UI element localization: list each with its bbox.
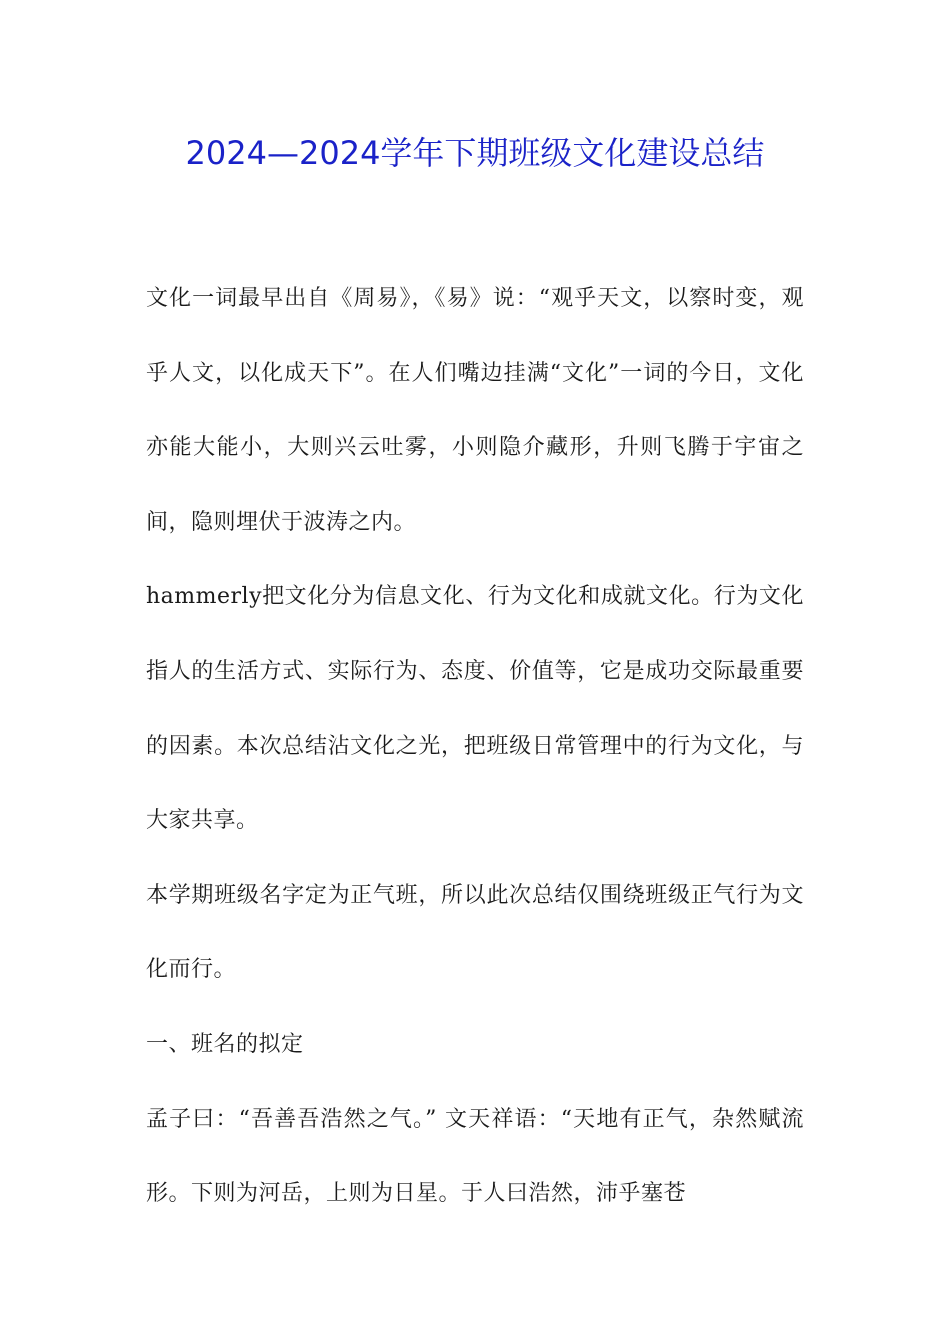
paragraph-class-name: 本学期班级名字定为正气班，所以此次总结仅围绕班级正气行为文化而行。: [146, 882, 804, 983]
document-body: [146, 262, 804, 1232]
paragraph-culture-origin: 文化一词最早出自《周易》，《易》说：“观乎天文，以察时变，观乎人文，以化成天下”。在人们嘴边挂满“文化”一词的今日，文化亦能大能小，大则兴云吐雾，小则隐介藏形，升则飞腾于宇宙之间，隐则埋伏于波涛之内。: [146, 286, 804, 535]
paragraph-behavior-culture: hammerly把文化分为信息文化、行为文化和成就文化。行为文化指人的生活方式、实际行为、态度、价值等，它是成功交际最重要的因素。本次总结沾文化之光，把班级日常管理中的行为文化，与大家共享。: [146, 584, 804, 834]
document-title: 2024—2024学年下期班级文化建设总结: [185, 134, 765, 172]
paragraph-mencius-quote: 孟子曰：“吾善吾浩然之气。” 文天祥语：“天地有正气，杂然赋流形。下则为河岳，上则为日星。于人曰浩然，沛乎塞苍: [146, 1106, 804, 1207]
section-heading-class-naming: 一、班名的拟定: [146, 1031, 304, 1057]
